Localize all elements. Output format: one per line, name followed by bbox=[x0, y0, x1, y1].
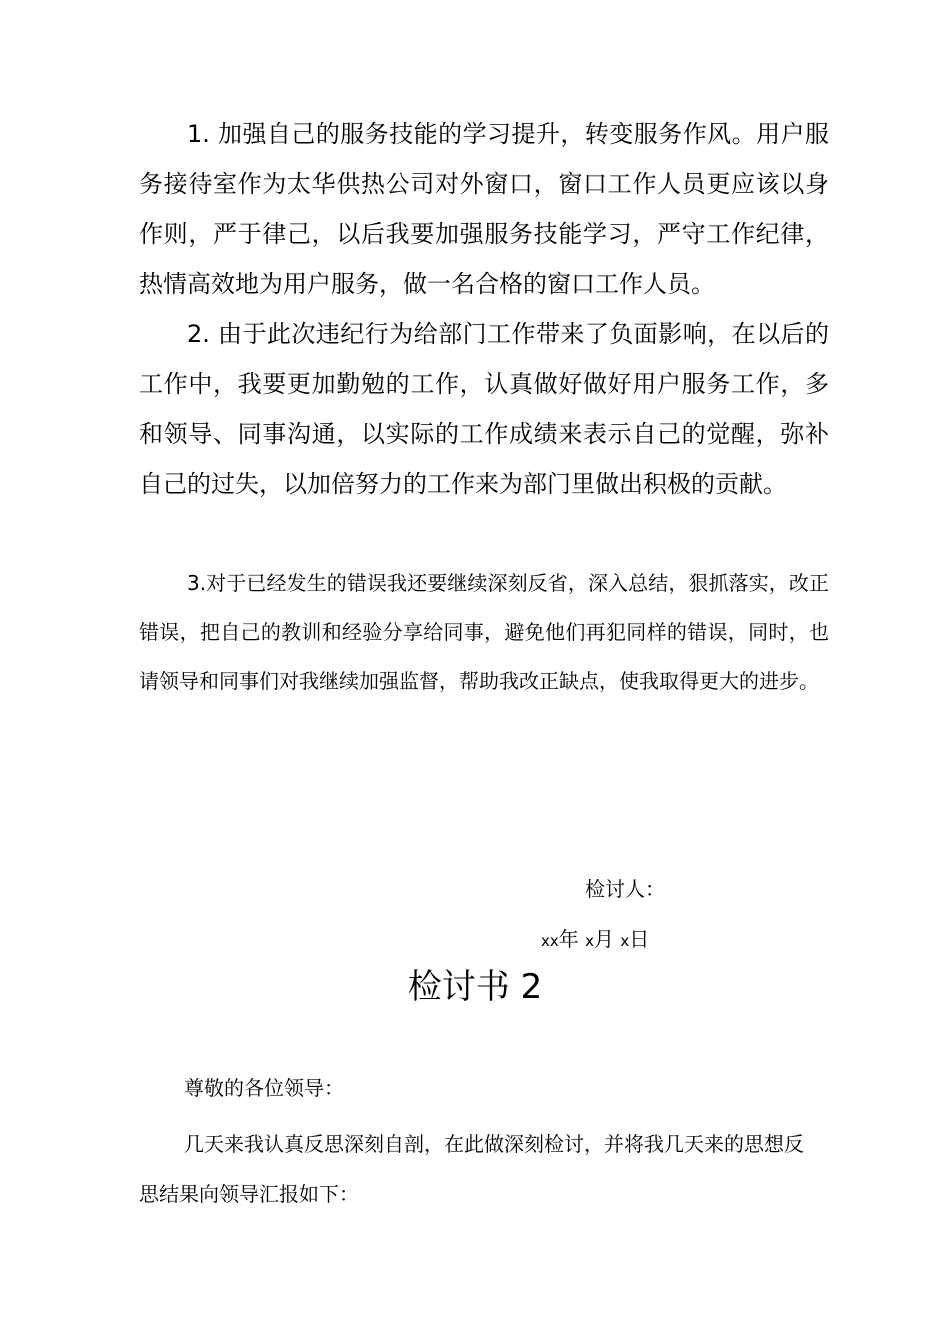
date-day-char: 日 bbox=[629, 927, 650, 951]
date-year: xx bbox=[541, 932, 559, 950]
salutation: 尊敬的各位领导： bbox=[184, 1076, 344, 1100]
date-month-char: 月 bbox=[594, 927, 615, 951]
document-title: 检讨书 2 bbox=[407, 967, 543, 1007]
date-month: x bbox=[585, 932, 595, 950]
paragraph-item-2: 2. 由于此次违纪行为给部门工作带来了负面影响，在以后的工作中，我要更加勤勉的工作，认真做好做好用户服务工作，多和领导、同事沟通，以实际的工作成绩来表示自己的觉醒，弥补自己的过失，以加倍努力的工作来为部门里做出积极的贡献。 bbox=[139, 320, 829, 498]
date-day: x bbox=[620, 932, 630, 950]
date-year-char: 年 bbox=[558, 927, 579, 951]
signature-date bbox=[541, 925, 649, 955]
signer-label: 检讨人： bbox=[585, 877, 665, 901]
opening-paragraph: 几天来我认真反思深刻自剖，在此做深刻检讨，并将我几天来的思想反思结果向领导汇报如下： bbox=[139, 1132, 804, 1206]
paragraph-item-3: 3.对于已经发生的错误我还要继续深刻反省，深入总结，狠抓落实，改正错误，把自己的教训和经验分享给同事，避免他们再犯同样的错误，同时，也请领导和同事们对我继续加强监督，帮助我改正缺点，使我取得更大的进步。 bbox=[139, 571, 829, 693]
paragraph-item-1: 1. 加强自己的服务技能的学习提升，转变服务作风。用户服务接待室作为太华供热公司对外窗口，窗口工作人员更应该以身作则，严于律己，以后我要加强服务技能学习，严守工作纪律，热情高效地为用户服务，做一名合格的窗口工作人员。 bbox=[139, 120, 829, 298]
